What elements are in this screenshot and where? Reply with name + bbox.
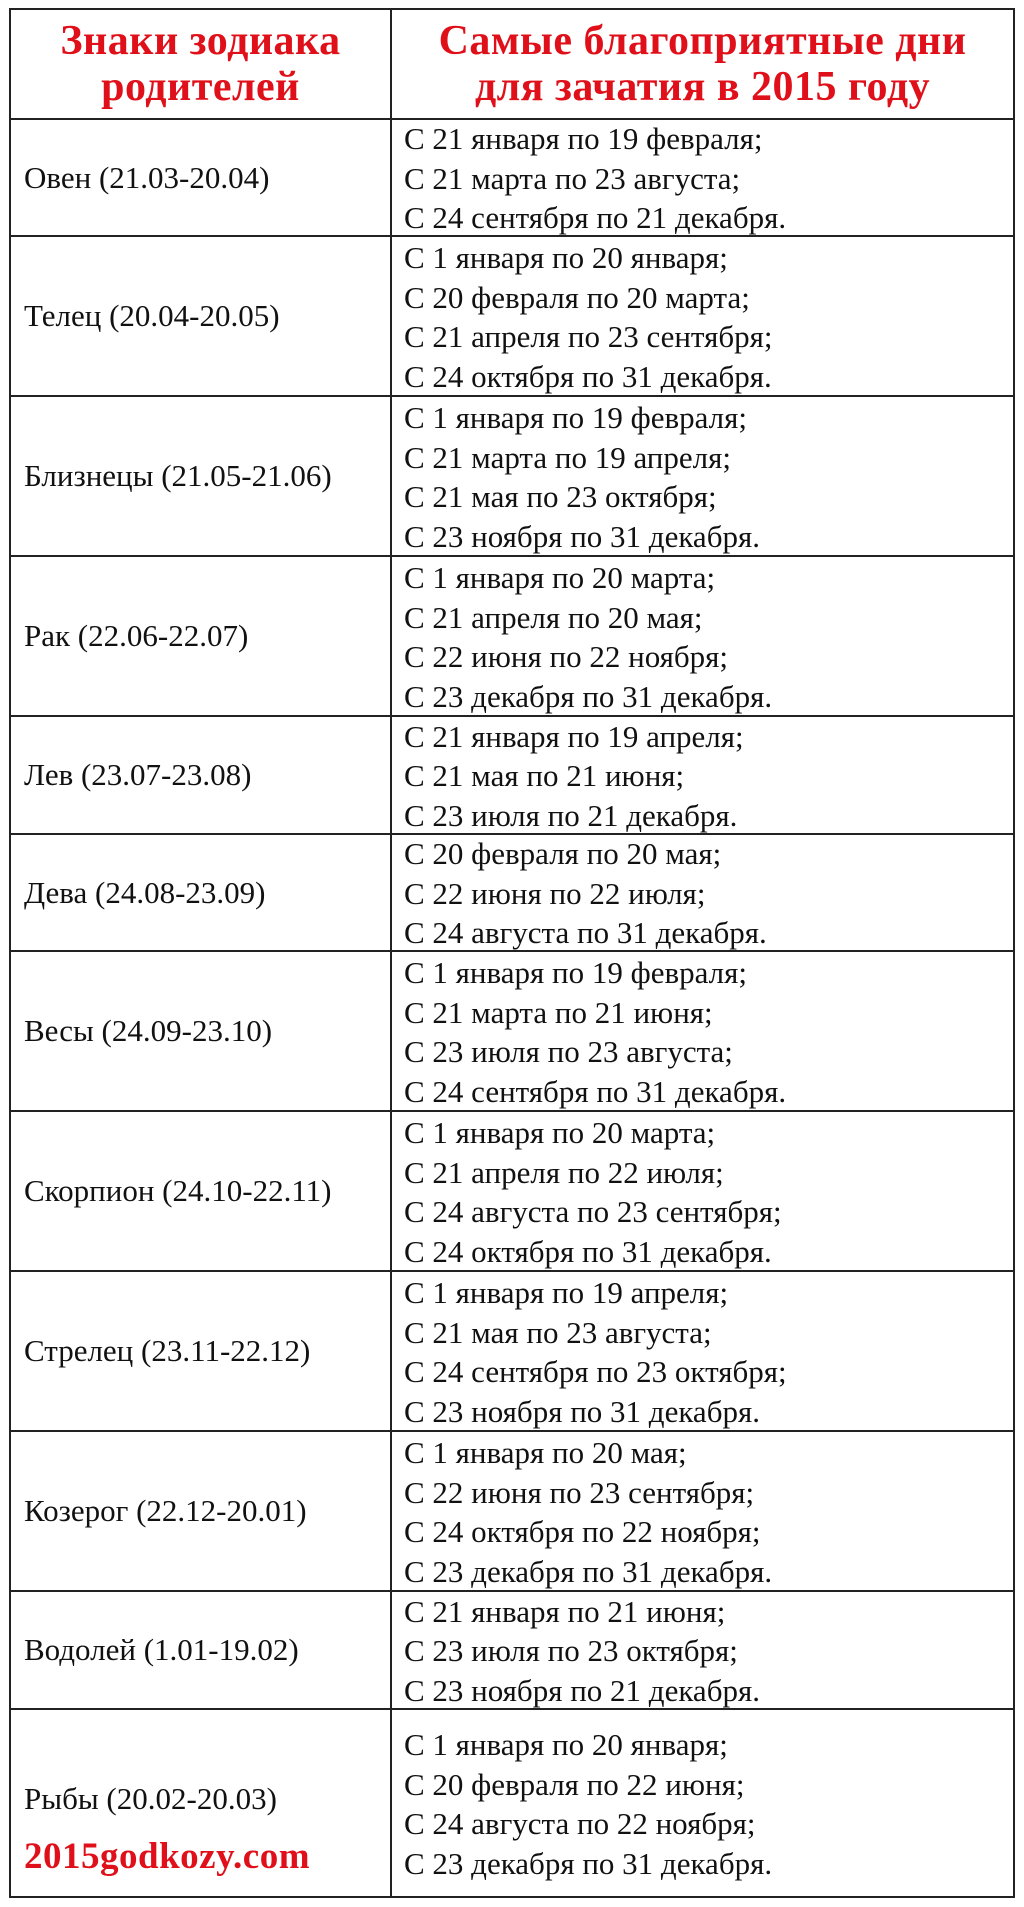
date-range-line: С 22 июня по 22 ноября; [404, 639, 729, 674]
date-range-line: С 1 января по 20 марта; [404, 560, 716, 595]
date-range-line: С 24 октября по 31 декабря. [404, 358, 772, 394]
date-range-line: С 21 марта по 19 апреля; [404, 439, 731, 475]
header-favorable-days [392, 10, 1013, 120]
header-favorable-days-line1: Самые благоприятные дни [438, 18, 967, 64]
zodiac-sign-label: Весы (24.09-23.10) [24, 1013, 273, 1048]
date-range-line: С 1 января по 19 февраля; [404, 400, 747, 435]
header-zodiac-signs-line2: родителей [101, 64, 300, 110]
date-range-line: С 21 марта по 21 июня; [404, 994, 713, 1030]
date-range-line: С 1 января по 20 января; [404, 240, 728, 275]
zodiac-sign-label: Лев (23.07-23.08) [24, 757, 252, 792]
date-range-line: С 23 июля по 23 августа; [404, 1034, 733, 1069]
zodiac-sign-cell [11, 1272, 392, 1432]
date-range-line: С 23 ноября по 21 декабря. [404, 1672, 760, 1708]
date-range-line: С 1 января по 20 марта; [404, 1115, 716, 1150]
zodiac-sign-cell [11, 952, 392, 1112]
favorable-dates-cell [392, 1112, 1013, 1272]
date-range-line: С 23 июля по 23 октября; [404, 1633, 738, 1669]
zodiac-sign-cell [11, 397, 392, 557]
zodiac-sign-label: Дева (24.08-23.09) [24, 874, 266, 910]
zodiac-sign-label: Козерог (22.12-20.01) [24, 1493, 307, 1528]
favorable-dates-cell [392, 397, 1013, 557]
date-range-line: С 24 сентября по 21 декабря. [404, 200, 787, 236]
favorable-dates-cell [392, 1272, 1013, 1432]
date-range-line: С 23 июля по 21 декабря. [404, 797, 738, 833]
zodiac-sign-label: Овен (21.03-20.04) [24, 159, 270, 195]
zodiac-sign-label: Скорпион (24.10-22.11) [24, 1173, 332, 1208]
date-range-line: С 20 февраля по 20 марта; [404, 279, 750, 315]
favorable-dates-cell [392, 1432, 1013, 1592]
date-range-line: С 24 октября по 31 декабря. [404, 1233, 772, 1269]
zodiac-sign-cell [11, 717, 392, 835]
date-range-line: С 1 января по 20 января; [404, 1727, 728, 1762]
date-range-line: С 21 мая по 23 августа; [404, 1314, 712, 1350]
zodiac-sign-cell [11, 120, 392, 237]
date-range-line: С 21 марта по 23 августа; [404, 160, 741, 196]
zodiac-sign-label: Стрелец (23.11-22.12) [24, 1333, 311, 1368]
date-range-line: С 24 августа по 31 декабря. [404, 915, 767, 951]
date-range-line: С 24 октября по 22 ноября; [404, 1514, 761, 1549]
zodiac-sign-label: Рыбы (20.02-20.03) [24, 1781, 277, 1816]
header-zodiac-signs-line1: Знаки зодиака [60, 18, 341, 64]
favorable-dates-cell [392, 1592, 1013, 1710]
favorable-dates-cell [392, 1710, 1013, 1896]
date-range-line: С 21 января по 21 июня; [404, 1593, 726, 1629]
date-range-line: С 1 января по 20 мая; [404, 1435, 687, 1470]
date-range-line: С 24 августа по 22 ноября; [404, 1806, 756, 1841]
date-range-line: С 21 января по 19 февраля; [404, 121, 763, 157]
date-range-line: С 1 января по 19 февраля; [404, 955, 747, 990]
date-range-line: С 21 мая по 21 июня; [404, 758, 685, 794]
date-range-line: С 23 ноября по 31 декабря. [404, 518, 760, 554]
header-favorable-days-line2: для зачатия в 2015 году [474, 64, 931, 110]
date-range-line: С 24 сентября по 31 декабря. [404, 1073, 787, 1109]
favorable-dates-cell [392, 835, 1013, 952]
date-range-line: С 20 февраля по 22 июня; [404, 1766, 745, 1802]
zodiac-sign-cell [11, 557, 392, 717]
zodiac-conception-table [9, 8, 1015, 1898]
date-range-line: С 24 сентября по 23 октября; [404, 1354, 787, 1389]
date-range-line: С 23 декабря по 31 декабря. [404, 678, 773, 714]
zodiac-sign-label: Телец (20.04-20.05) [24, 298, 280, 333]
date-range-line: С 24 августа по 23 сентября; [404, 1194, 782, 1229]
zodiac-sign-cell [11, 1112, 392, 1272]
date-range-line: С 21 апреля по 22 июля; [404, 1154, 724, 1190]
zodiac-sign-label: Близнецы (21.05-21.06) [24, 458, 332, 493]
date-range-line: С 21 апреля по 23 сентября; [404, 319, 773, 354]
date-range-line: С 23 ноября по 31 декабря. [404, 1393, 760, 1429]
favorable-dates-cell [392, 717, 1013, 835]
date-range-line: С 23 декабря по 31 декабря. [404, 1553, 773, 1589]
zodiac-sign-cell [11, 835, 392, 952]
zodiac-sign-cell [11, 1592, 392, 1710]
date-range-line: С 22 июня по 22 июля; [404, 875, 706, 911]
date-range-line: С 22 июня по 23 сентября; [404, 1474, 755, 1510]
favorable-dates-cell [392, 952, 1013, 1112]
date-range-line: С 21 апреля по 20 мая; [404, 599, 703, 635]
favorable-dates-cell [392, 237, 1013, 397]
website-watermark: 2015godkozy.com [24, 1836, 311, 1877]
zodiac-sign-cell [11, 1432, 392, 1592]
date-range-line: С 23 декабря по 31 декабря. [404, 1845, 773, 1881]
favorable-dates-cell [392, 120, 1013, 237]
date-range-line: С 20 февраля по 20 мая; [404, 836, 722, 872]
zodiac-sign-cell [11, 237, 392, 397]
favorable-dates-cell [392, 557, 1013, 717]
header-zodiac-signs [11, 10, 392, 120]
zodiac-sign-cell [11, 1710, 392, 1896]
date-range-line: С 1 января по 19 апреля; [404, 1275, 729, 1310]
zodiac-sign-label: Водолей (1.01-19.02) [24, 1632, 299, 1667]
zodiac-sign-label: Рак (22.06-22.07) [24, 618, 249, 653]
date-range-line: С 21 мая по 23 октября; [404, 479, 717, 514]
date-range-line: С 21 января по 19 апреля; [404, 718, 744, 754]
